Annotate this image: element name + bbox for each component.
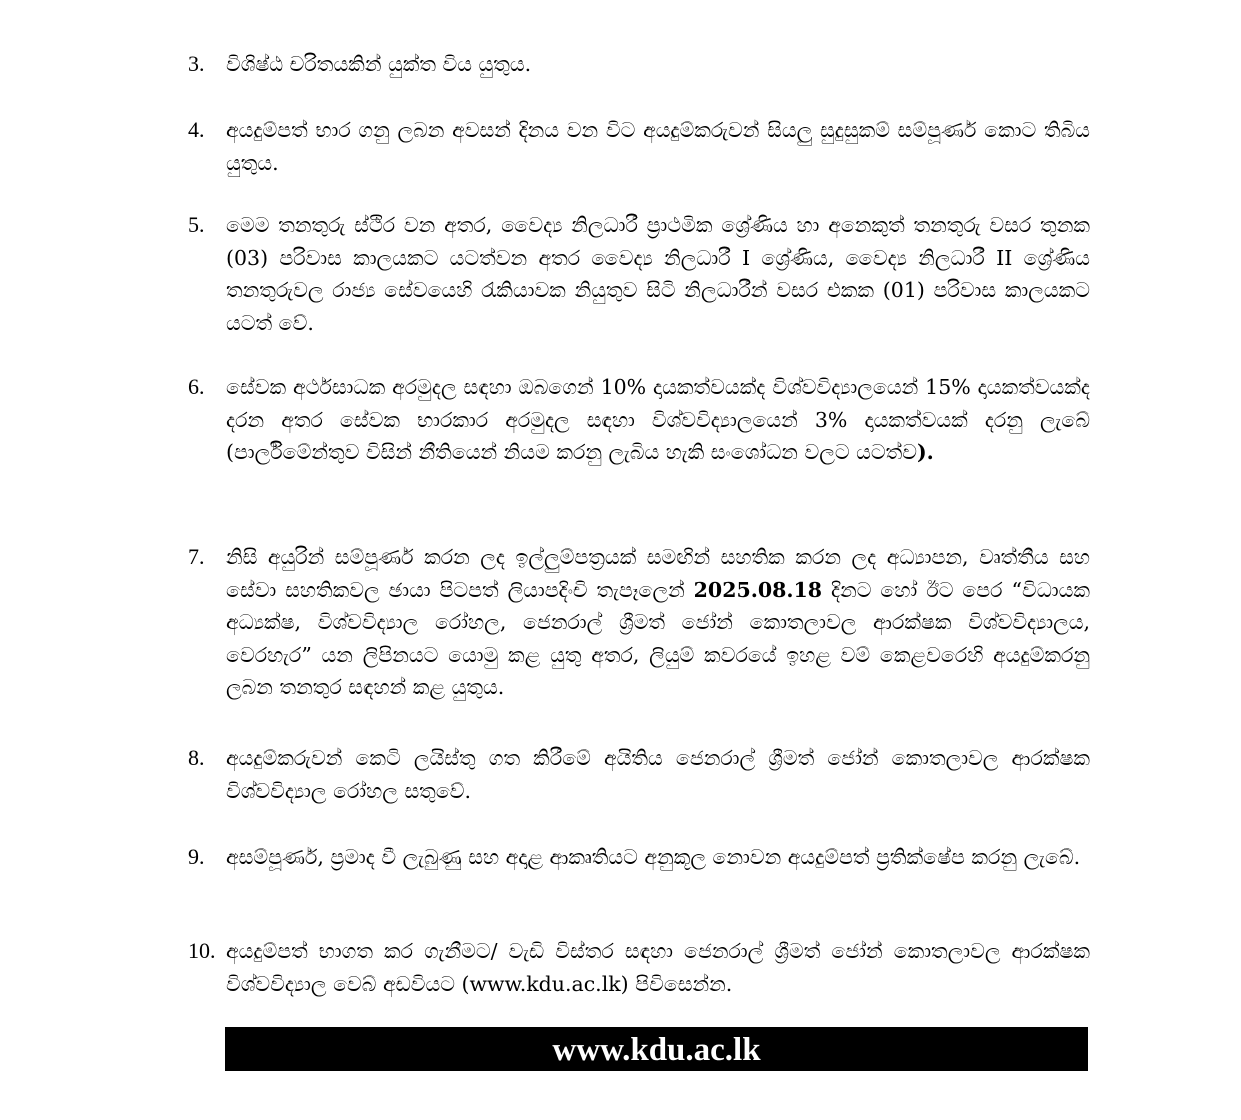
list-item-5 xyxy=(188,209,1090,339)
list-item-8 xyxy=(188,742,1090,807)
item-text xyxy=(226,371,1090,469)
item-text-body: සේවක අර්ථසාධක අරමුදල සඳහා ඔබගෙන් 10% දායකත්වයක්ද විශ්වවිද්‍යාලයෙන් 15% දායකත්වයක්ද දරන අතර සේවක භාරකාර අරමුදල සඳහා විශ්වවිද්‍යාලයෙන් 3% දායකත්වයක් දරනු ලැබේ (පාර්ලිමේන්තුව විසින් නීතියෙන් නියම කරනු ලැබිය හැකි සංශෝධන වලට යටත්ව xyxy=(226,375,1090,464)
item-text-rest: දිනට හෝ ඊට පෙර “විධායක අධ්‍යක්ෂ, විශ්වවිද්‍යාල රෝහල, ජෙනරාල් ශ්‍රීමත් ජෝන් කොතලාවල ආරක්ෂක විශ්වවිද්‍යාලය, වෙරහැර” යන ලිපිනයට යොමු කළ යුතු අතර, ලියුම් කවරයේ ඉහළ වම් කෙළවරෙහි අයදුම්කරනු ලබන තනතුර සඳහන් කළ යුතුය. xyxy=(226,577,1091,699)
list-item-4 xyxy=(188,114,1090,179)
item-number: 4. xyxy=(188,117,205,142)
list-item-7 xyxy=(188,541,1090,704)
item-number: 8. xyxy=(188,745,205,770)
deadline-date: 2025.08.18 xyxy=(693,577,823,602)
item-text-body: නිසි අයුරින් සම්පූර්ණ කරන ලද ඉල්ලුම්පත්‍රයක් සමඟින් සහතික කරන ලද අධ්‍යාපන, වෘත්තීය සහ සේවා සහතිකවල ඡායා පිටපත් ලියාපදිංචි තැපෑලෙන් xyxy=(226,545,1090,602)
item-number: 9. xyxy=(188,844,205,869)
item-text: අයදුම්පත් භාගත කර ගැනීමට/ වැඩි විස්තර සඳහා ජෙනරාල් ශ්‍රීමත් ජෝන් කොතලාවල ආරක්ෂක විශ්වවිද්‍යාල වෙබ් අඩවියට (www.kdu.ac.lk) පිවිසෙන්න. xyxy=(226,939,1090,996)
item-number: 5. xyxy=(188,212,205,237)
item-text xyxy=(226,541,1090,704)
list-item-6 xyxy=(188,371,1090,469)
list-item-9 xyxy=(188,841,1090,874)
item-text: විශිෂ්ඨ චරිතයකින් යුක්ත විය යුතුය. xyxy=(226,52,532,76)
item-number: 6. xyxy=(188,374,205,399)
item-text: අයදුම්කරුවන් කෙටි ලයිස්තු ගත කිරීමේ අයිතිය ජෙනරාල් ශ්‍රීමත් ජෝන් කොතලාවල ආරක්ෂක විශ්වවිද්‍යාල රෝහල සතුවේ. xyxy=(226,746,1090,803)
website-banner xyxy=(225,1027,1088,1071)
item-text: අයදුම්පත් භාර ගනු ලබන අවසන් දිනය වන විට අයදුම්කරුවන් සියලු සුදුසුකම් සම්පූර්ණ කොට තිබිය යුතුය. xyxy=(226,118,1090,175)
list-item-10 xyxy=(188,935,1090,1000)
item-text-closing: ). xyxy=(916,440,934,464)
item-number: 3. xyxy=(188,51,205,76)
item-text: මෙම තනතුරු ස්ථිර වන අතර, වෛද්‍ය නිලධාරී ප්‍රාථමික ශ්‍රේණිය හා අනෙකුත් තනතුරු වසර තුනක (03) පරිවාස කාලයකට යටත්වන අතර වෛද්‍ය නිලධාරී I ශ්‍රේණිය, වෛද්‍ය නිලධාරී II ශ්‍රේණිය තනතුරුවල රාජ්‍ය සේවයෙහි රැකියාවක නියුතුව සිටි නිලධාරීන් වසර එකක (01) පරිවාස කාලයකට යටත් වේ. xyxy=(226,213,1090,335)
item-number: 10. xyxy=(188,938,216,963)
website-url[interactable]: www.kdu.ac.lk xyxy=(552,1032,761,1068)
item-number: 7. xyxy=(188,544,205,569)
list-item-3 xyxy=(188,48,1090,81)
item-text: අසම්පූර්ණ, ප්‍රමාද වී ලැබුණු සහ අදාළ ආකෘතියට අනුකූල නොවන අයදුම්පත් ප්‍රතික්ෂේප කරනු ලැබේ. xyxy=(226,845,1081,869)
